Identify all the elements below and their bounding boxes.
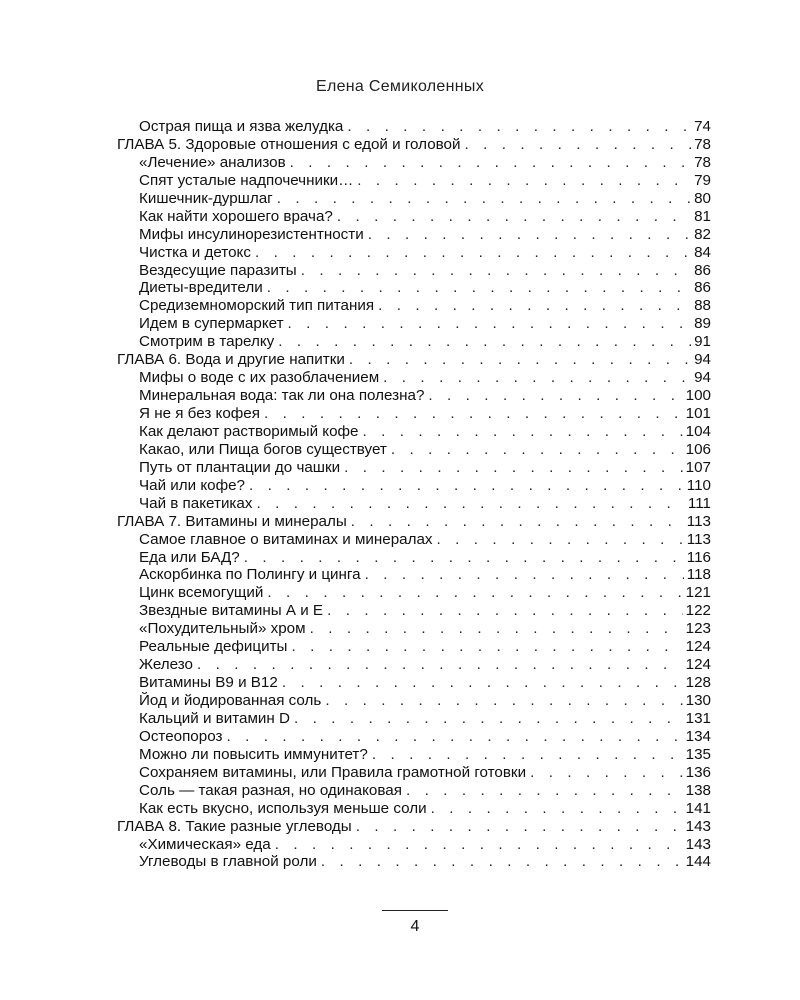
toc-entry-title: Цинк всемогущий	[139, 584, 264, 602]
toc-section-entry	[117, 531, 711, 549]
toc-dot-leader	[255, 244, 691, 262]
table-of-contents	[117, 118, 711, 871]
toc-section-entry	[117, 262, 711, 280]
toc-section-entry	[117, 746, 711, 764]
toc-dot-leader	[256, 495, 684, 513]
toc-entry-page: 135	[685, 745, 711, 763]
toc-entry-title: Еда или БАД?	[139, 548, 240, 566]
toc-entry-title: ГЛАВА 7. Витамины и минералы	[117, 512, 347, 530]
toc-dot-leader	[267, 279, 691, 297]
toc-section-entry	[117, 495, 711, 513]
toc-entry-title: ГЛАВА 6. Вода и другие напитки	[117, 351, 345, 369]
toc-entry-title: Диеты-вредители	[139, 279, 263, 297]
toc-section-entry	[117, 226, 711, 244]
toc-dot-leader	[310, 620, 683, 638]
toc-entry-title: Идем в супермаркет	[139, 315, 284, 333]
toc-entry-page: 124	[685, 656, 711, 674]
footer-rule	[382, 910, 448, 911]
toc-dot-leader	[321, 853, 683, 871]
toc-section-entry	[117, 656, 711, 674]
toc-entry-title: ГЛАВА 8. Такие разные углеводы	[117, 817, 352, 835]
toc-section-entry	[117, 800, 711, 818]
toc-dot-leader	[368, 226, 691, 244]
toc-dot-leader	[249, 477, 684, 495]
toc-dot-leader	[431, 800, 683, 818]
toc-entry-page: 101	[685, 405, 711, 422]
toc-entry-title: Средиземноморский тип питания	[139, 297, 375, 315]
toc-entry-title: Звездные витамины А и Е	[139, 602, 324, 620]
toc-entry-page: 107	[685, 458, 711, 476]
toc-entry-page: 79	[694, 171, 711, 189]
toc-section-entry	[117, 549, 711, 567]
toc-dot-leader	[264, 405, 683, 423]
toc-entry-title: Можно ли повысить иммунитет?	[139, 745, 368, 763]
toc-entry-title: Мифы инсулинорезистентности	[139, 225, 364, 243]
toc-entry-page: 104	[685, 422, 711, 440]
toc-entry-title: Соль — такая разная, но одинаковая	[139, 781, 402, 799]
toc-section-entry	[117, 118, 711, 136]
toc-entry-page: 86	[694, 261, 711, 279]
toc-entry-title: Витамины В9 и В12	[139, 674, 278, 692]
toc-chapter-entry	[117, 351, 711, 369]
toc-section-entry	[117, 172, 711, 190]
page-number: 4	[410, 918, 420, 935]
toc-entry-title: Как делают растворимый кофе	[139, 422, 359, 440]
toc-entry-page: 78	[694, 135, 711, 153]
toc-dot-leader	[301, 262, 691, 280]
toc-entry-page: 89	[694, 315, 711, 333]
toc-entry-page: 88	[694, 297, 711, 315]
toc-dot-leader	[327, 602, 683, 620]
toc-section-entry	[117, 208, 711, 226]
toc-entry-page: 134	[685, 727, 711, 745]
toc-entry-title: Углеводы в главной роли	[139, 853, 317, 871]
toc-entry-title: ГЛАВА 5. Здоровые отношения с едой и головой	[117, 135, 461, 153]
toc-chapter-entry	[117, 136, 711, 154]
toc-dot-leader	[347, 118, 691, 136]
toc-dot-leader	[325, 692, 682, 710]
toc-dot-leader	[337, 208, 691, 226]
toc-section-entry	[117, 602, 711, 620]
toc-entry-page: 143	[685, 835, 711, 853]
toc-section-entry	[117, 387, 711, 405]
toc-section-entry	[117, 315, 711, 333]
toc-entry-title: Спят усталые надпочечники…	[139, 171, 354, 189]
toc-chapter-entry	[117, 818, 711, 836]
toc-chapter-entry	[117, 513, 711, 531]
toc-entry-page: 113	[686, 530, 711, 548]
toc-entry-page: 124	[685, 638, 711, 656]
toc-section-entry	[117, 333, 711, 351]
toc-section-entry	[117, 782, 711, 800]
toc-section-entry	[117, 369, 711, 387]
toc-section-entry	[117, 423, 711, 441]
toc-section-entry	[117, 405, 711, 423]
toc-section-entry	[117, 728, 711, 746]
toc-entry-page: 122	[685, 602, 711, 620]
toc-entry-page: 128	[685, 674, 711, 692]
toc-section-entry	[117, 190, 711, 208]
toc-dot-leader	[288, 315, 692, 333]
toc-entry-title: Йод и йодированная соль	[139, 692, 322, 709]
toc-dot-leader	[362, 423, 682, 441]
toc-entry-page: 82	[694, 225, 711, 243]
toc-dot-leader	[278, 333, 691, 351]
toc-entry-title: Аскорбинка по Полингу и цинга	[139, 566, 361, 584]
toc-dot-leader	[391, 441, 683, 459]
toc-dot-leader	[365, 566, 684, 584]
toc-entry-page: 113	[686, 512, 711, 530]
toc-entry-title: Как найти хорошего врача?	[139, 207, 333, 225]
toc-dot-leader	[378, 297, 691, 315]
toc-entry-page: 78	[694, 153, 711, 171]
toc-dot-leader	[197, 656, 683, 674]
toc-dot-leader	[282, 674, 683, 692]
toc-dot-leader	[464, 136, 691, 154]
toc-entry-page: 136	[685, 763, 711, 781]
toc-entry-title: Мифы о воде с их разоблачением	[139, 369, 380, 387]
toc-dot-leader	[291, 638, 682, 656]
toc-section-entry	[117, 279, 711, 297]
toc-entry-page: 141	[685, 799, 711, 817]
toc-section-entry	[117, 764, 711, 782]
toc-section-entry	[117, 836, 711, 854]
toc-entry-title: «Лечение» анализов	[139, 153, 286, 171]
toc-entry-title: Чистка и детокс	[139, 243, 251, 261]
toc-entry-page: 138	[685, 781, 711, 799]
toc-dot-leader	[383, 369, 691, 387]
toc-section-entry	[117, 441, 711, 459]
toc-dot-leader	[294, 710, 683, 728]
toc-dot-leader	[226, 728, 682, 746]
toc-entry-title: Какао, или Пища богов существует	[139, 440, 387, 458]
toc-entry-title: Острая пища и язва желудка	[139, 118, 344, 135]
toc-entry-page: 123	[685, 620, 711, 638]
toc-entry-page: 130	[685, 692, 711, 709]
toc-entry-page: 143	[685, 817, 711, 835]
toc-entry-page: 81	[694, 207, 711, 225]
toc-section-entry	[117, 584, 711, 602]
toc-entry-page: 110	[686, 476, 711, 494]
toc-entry-title: Чай или кофе?	[139, 476, 245, 494]
toc-entry-title: Путь от плантации до чашки	[139, 458, 341, 476]
toc-dot-leader	[530, 764, 683, 782]
toc-dot-leader	[356, 818, 683, 836]
toc-entry-title: «Похудительный» хром	[139, 620, 306, 638]
toc-entry-title: Как есть вкусно, используя меньше соли	[139, 799, 427, 817]
toc-entry-page: 144	[685, 853, 711, 871]
toc-section-entry	[117, 459, 711, 477]
toc-dot-leader	[275, 836, 683, 854]
toc-entry-page: 94	[694, 369, 711, 387]
toc-dot-leader	[244, 549, 684, 567]
toc-entry-title: Самое главное о витаминах и минералах	[139, 530, 433, 548]
toc-dot-leader	[351, 513, 684, 531]
toc-entry-title: Реальные дефициты	[139, 638, 288, 656]
toc-entry-title: Железо	[139, 656, 193, 674]
toc-entry-title: «Химическая» еда	[139, 835, 271, 853]
toc-entry-title: Минеральная вода: так ли она полезна?	[139, 387, 425, 405]
toc-dot-leader	[277, 190, 691, 208]
toc-entry-title: Чай в пакетиках	[139, 494, 253, 512]
toc-dot-leader	[406, 782, 683, 800]
toc-entry-page: 111	[687, 494, 711, 512]
toc-entry-page: 116	[686, 548, 711, 566]
toc-entry-page: 121	[685, 584, 711, 602]
toc-section-entry	[117, 154, 711, 172]
toc-entry-page: 94	[694, 351, 711, 369]
toc-section-entry	[117, 297, 711, 315]
toc-dot-leader	[290, 154, 691, 172]
toc-entry-page: 118	[686, 566, 711, 584]
toc-entry-title: Кишечник-дуршлаг	[139, 189, 273, 207]
toc-section-entry	[117, 853, 711, 871]
toc-dot-leader	[437, 531, 684, 549]
toc-section-entry	[117, 692, 711, 710]
toc-entry-page: 91	[694, 333, 711, 351]
toc-entry-page: 84	[694, 243, 711, 261]
toc-entry-title: Я не я без кофея	[139, 405, 260, 422]
toc-entry-page: 86	[694, 279, 711, 297]
toc-dot-leader	[344, 459, 683, 477]
toc-dot-leader	[267, 584, 682, 602]
toc-section-entry	[117, 620, 711, 638]
toc-dot-leader	[349, 351, 691, 369]
toc-entry-page: 131	[685, 709, 711, 727]
toc-entry-page: 100	[685, 387, 711, 405]
toc-section-entry	[117, 566, 711, 584]
toc-section-entry	[117, 674, 711, 692]
toc-dot-leader	[372, 746, 683, 764]
toc-section-entry	[117, 477, 711, 495]
toc-entry-title: Смотрим в тарелку	[139, 333, 275, 351]
toc-dot-leader	[428, 387, 682, 405]
toc-entry-title: Остеопороз	[139, 727, 223, 745]
toc-entry-title: Вездесущие паразиты	[139, 261, 297, 279]
running-header-author: Елена Семиколенных	[315, 78, 484, 95]
toc-section-entry	[117, 244, 711, 262]
toc-entry-page: 74	[694, 118, 711, 135]
toc-dot-leader	[357, 172, 691, 190]
toc-entry-page: 80	[694, 189, 711, 207]
toc-entry-page: 106	[685, 440, 711, 458]
toc-section-entry	[117, 710, 711, 728]
toc-entry-title: Кальций и витамин D	[139, 709, 290, 727]
toc-section-entry	[117, 638, 711, 656]
toc-entry-title: Сохраняем витамины, или Правила грамотной готовки	[139, 763, 527, 781]
